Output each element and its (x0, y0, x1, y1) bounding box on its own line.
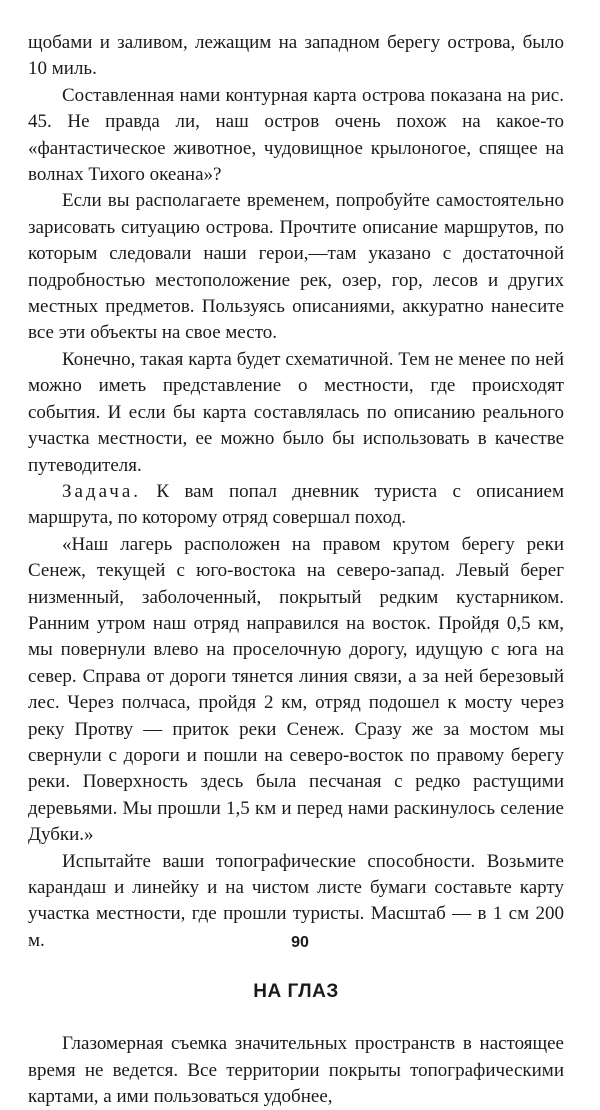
paragraph-schematic-map: Конечно, такая карта будет схематичной. Тем не менее по ней можно иметь представление о местности, где происходят события. И если бы карта составлялась по описанию реального участка местности, ее можно было бы использовать в качестве путеводителя. (28, 348, 564, 476)
paragraph-task (28, 479, 564, 532)
paragraph-diary-quote: «Наш лагерь расположен на правом крутом берегу реки Сенеж, текущей с юго-востока на северо-запад. Левый берег низменный, заболоченный, покрытый редким кустарником. Ранним утром наш отряд направился на восток. Пройдя 0,5 км, мы повернули влево на проселочную дорогу, идущую с юга на север. Справа от дороги тянется линия связи, а за ней березовый лес. Через полчаса, пройдя 2 км, отряд подошел к мосту через реку Протву — приток реки Сенеж. Сразу же за мостом мы свернули с дороги и пошли на северо-восток по правому берегу реки. Поверхность здесь была песчаная с редко растущими деревьями. Мы прошли 1,5 км и перед нами раскинулось селение Дубки.» (28, 533, 564, 846)
paragraph-exercise: Испытайте ваши топографические способности. Возьмите карандаш и линейку и на чистом листе бумаги составьте карту участка местности, где прошли туристы. Масштаб — в 1 см 200 м. (28, 850, 564, 951)
page-number: 90 (291, 934, 309, 951)
paragraph-draw-situation: Если вы располагаете временем, попробуйте самостоятельно зарисовать ситуацию острова. Прочтите описание маршрутов, по которым следовали наши герои,—там указано с достаточной подробностью местоположение рек, озер, гор, лесов и других местных предметов. Пользуясь описаниями, аккуратно нанесите все эти объекты на свое место. (28, 190, 564, 344)
paragraph-continuation: щобами и заливом, лежащим на западном берегу острова, было 10 миль. (28, 32, 564, 80)
task-label: Задача. (62, 480, 142, 502)
paragraph-contour-map: Составленная нами контурная карта острова показана на рис. 45. Не правда ли, наш остров очень похож на какое-то «фантастическое животное, чудовищное крылоногое, спящее на волнах Тихого океана»? (28, 84, 564, 186)
section-heading: НА ГЛАЗ (253, 981, 339, 1003)
paragraph-eye-survey: Глазомерная съемка значительных пространств в настоящее время не ведется. Все территории покрыты топографическими картами, а ими пользоваться удобнее, (28, 1033, 564, 1108)
task-text: К вам попал дневник туриста с описанием маршрута, по которому отряд совершал поход. (28, 480, 564, 529)
